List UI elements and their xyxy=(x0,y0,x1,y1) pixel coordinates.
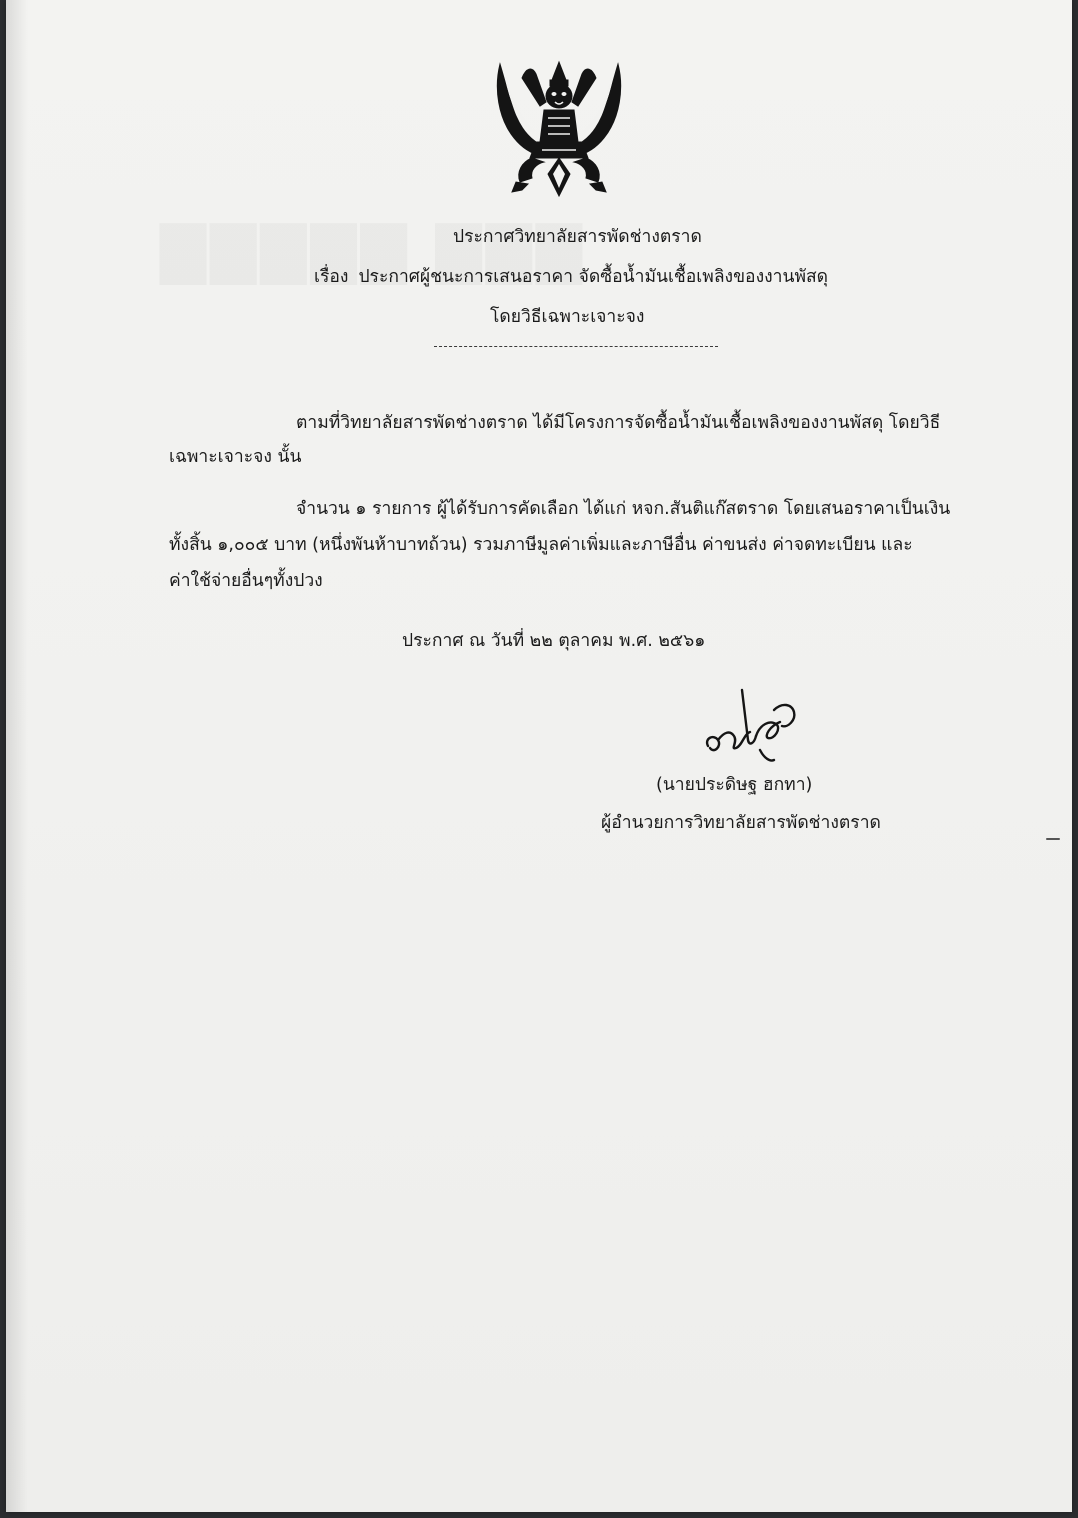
announcement-date: ประกาศ ณ วันที่ ๒๒ ตุลาคม พ.ศ. ๒๕๖๑ xyxy=(402,631,706,651)
garuda-emblem-icon xyxy=(492,58,626,198)
paragraph-2-line-2: ทั้งสิ้น ๑,๐๐๕ บาท (หนึ่งพันห้าบาทถ้วน) รวมภาษีมูลค่าเพิ่มและภาษีอื่น ค่าขนส่ง ค่าจดทะเบียน และ xyxy=(169,535,913,555)
procurement-method: โดยวิธีเฉพาะเจาะจง xyxy=(490,307,645,327)
announcement-title: ประกาศวิทยาลัยสารพัดช่างตราด xyxy=(453,227,702,247)
dashed-divider xyxy=(434,346,718,347)
paragraph-1-line-1: ตามที่วิทยาลัยสารพัดช่างตราด ได้มีโครงการจัดซื้อน้ำมันเชื้อเพลิงของงานพัสดุ โดยวิธี xyxy=(296,413,941,433)
pencil-mark xyxy=(1046,838,1060,840)
signatory-name: (นายประดิษฐ ฮกทา) xyxy=(656,775,813,795)
document-page xyxy=(6,0,1072,1512)
page-edge-shadow xyxy=(6,0,28,1512)
paragraph-1-line-2: เฉพาะเจาะจง นั้น xyxy=(169,447,302,467)
signatory-title: ผู้อำนวยการวิทยาลัยสารพัดช่างตราด xyxy=(601,813,881,833)
handwritten-signature xyxy=(700,684,800,766)
subject-text: ประกาศผู้ชนะการเสนอราคา จัดซื้อน้ำมันเชื้อเพลิงของงานพัสดุ xyxy=(358,267,829,287)
paragraph-2-line-3: ค่าใช้จ่ายอื่นๆทั้งปวง xyxy=(169,571,323,591)
subject-prefix: เรื่อง xyxy=(314,267,349,287)
announcement-subject xyxy=(314,262,828,290)
paragraph-2-line-1: จำนวน ๑ รายการ ผู้ได้รับการคัดเลือก ได้แก่ หจก.สันติแก๊สตราด โดยเสนอราคาเป็นเงิน xyxy=(296,499,951,519)
